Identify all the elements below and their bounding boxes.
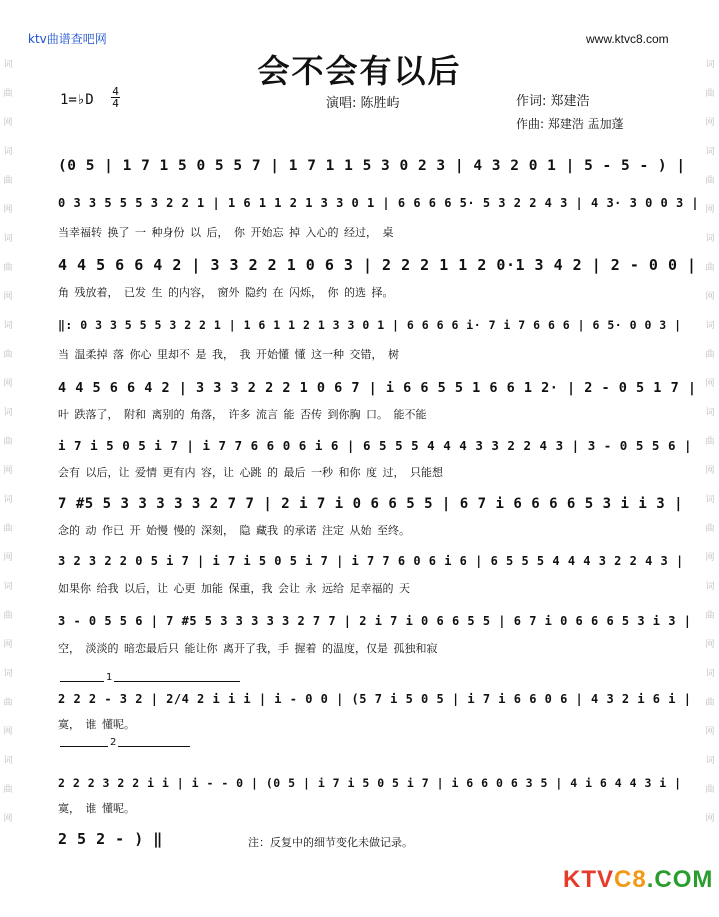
time-signature-bottom: 4: [112, 97, 119, 110]
side-mark: 曲: [705, 350, 715, 360]
ending-bracket-2: [60, 746, 190, 747]
side-watermark-right: [704, 60, 716, 843]
side-mark: 网: [3, 118, 13, 128]
side-mark: 网: [705, 553, 715, 563]
side-mark: 词: [3, 408, 13, 418]
watermark-logo: [563, 866, 713, 894]
notation-line: 2 5 2 - ) ‖: [58, 830, 163, 848]
watermark-part-1: KTV: [563, 866, 614, 893]
side-mark: 曲: [3, 611, 13, 621]
lyric-line: 会有 以后，让 爱情 更有内 容，让 心跳 的 最后 一秒 和你 度 过， 只能想: [58, 466, 443, 479]
lyric-line: 寞， 谁 懂呢。: [58, 718, 135, 731]
side-mark: 曲: [3, 263, 13, 273]
ending-label-1: 1: [106, 672, 113, 683]
notation-line: 0 3 3 5 5 5 3 2 2 1 | 1 6 1 1 2 1 3 3 0 1 | 6 6 6 6 5· 5 3 2 2 4 3 | 4 3· 3 0 0 3 |: [58, 196, 700, 210]
side-mark: 词: [3, 234, 13, 244]
side-mark: 网: [3, 379, 13, 389]
side-mark: 网: [705, 379, 715, 389]
side-mark: 词: [3, 495, 13, 505]
side-mark: 网: [705, 292, 715, 302]
side-mark: 词: [705, 408, 715, 418]
side-mark: 词: [3, 321, 13, 331]
notation-line: ‖: 0 3 3 5 5 5 3 2 2 1 | 1 6 1 1 2 1 3 3 0 1 | 6 6 6 6 i· 7 i 7 6 6 6 | 6 5· 0 0 3 |: [58, 318, 682, 332]
side-mark: 曲: [705, 611, 715, 621]
notation-line: 3 - 0 5 5 6 | 7 #5 5 3 3 3 3 3 2 7 7 | 2 i 7 i 0 6 6 5 5 | 6 7 i 0 6 6 6 5 3 i 3 |: [58, 614, 692, 628]
side-mark: 网: [705, 205, 715, 215]
side-mark: 词: [3, 756, 13, 766]
site-url: www.ktvc8.com: [586, 32, 669, 46]
side-mark: 网: [3, 292, 13, 302]
side-mark: 网: [705, 814, 715, 824]
side-mark: 曲: [3, 350, 13, 360]
lyric-line: 角 残放着， 已发 生 的内容， 窗外 隐约 在 闪烁， 你 的选 择。: [58, 286, 394, 299]
side-mark: 词: [705, 669, 715, 679]
watermark-part-3: .COM: [646, 866, 714, 893]
side-mark: 网: [705, 466, 715, 476]
lyric-line: 当幸福转 换了 一 种身份 以 后， 你 开始忘 掉 入心的 经过， 桌: [58, 226, 394, 239]
side-mark: 曲: [705, 176, 715, 186]
time-signature-top: 4: [112, 85, 119, 98]
notation-line: 2 2 2 - 3 2 | 2/4 2 i i i | i - 0 0 | (5 7 i 5 0 5 | i 7 i 6 6 0 6 | 4 3 2 i 6 i |: [58, 692, 692, 706]
side-mark: 词: [3, 60, 13, 70]
side-mark: 网: [3, 727, 13, 737]
side-mark: 网: [3, 553, 13, 563]
side-mark: 曲: [3, 698, 13, 708]
lyric-line: 如果你 给我 以后，让 心更 加能 保重，我 会让 永 远给 足幸福的 天: [58, 582, 410, 595]
side-mark: 曲: [705, 89, 715, 99]
notation-line: 4 4 5 6 6 4 2 | 3 3 2 2 1 0 6 3 | 2 2 2 1 1 2 0·1 3 4 2 | 2 - 0 0 |: [58, 256, 697, 274]
side-mark: 曲: [3, 176, 13, 186]
side-mark: 词: [3, 147, 13, 157]
side-mark: 曲: [3, 89, 13, 99]
side-mark: 词: [705, 60, 715, 70]
lyric-line: 叶 跌落了， 附和 离别的 角落， 许多 流言 能 否传 到你胸 口。 能不能: [58, 408, 427, 421]
side-mark: 词: [3, 669, 13, 679]
side-mark: 曲: [3, 524, 13, 534]
singer-credit: 演唱: 陈胜屿: [326, 96, 400, 111]
ending-label-2: 2: [110, 737, 117, 748]
lyric-line: 空， 淡淡的 暗恋最后只 能让你 离开了我，手 握着 的温度，仅是 孤独和寂: [58, 642, 438, 655]
side-mark: 词: [705, 582, 715, 592]
side-mark: 词: [705, 756, 715, 766]
lyric-line: 当 温柔掉 落 你心 里却不 是 我， 我 开始懂 懂 这一种 交错， 树: [58, 348, 399, 361]
side-watermark-left: [2, 60, 14, 843]
side-mark: 词: [705, 495, 715, 505]
side-mark: 曲: [705, 524, 715, 534]
notation-line: i 7 i 5 0 5 i 7 | i 7 7 6 6 0 6 i 6 | 6 5 5 5 4 4 4 3 3 2 2 4 3 | 3 - 0 5 5 6 |: [58, 438, 693, 453]
side-mark: 网: [3, 640, 13, 650]
notation-line: 2 2 2 3 2 2 i i | i - - 0 | (0 5 | i 7 i 5 0 5 i 7 | i 6 6 0 6 3 5 | 4 i 6 4 4 3 i |: [58, 776, 682, 790]
footnote: 注：反复中的细节变化未做记录。: [248, 836, 413, 849]
side-mark: 网: [3, 205, 13, 215]
side-mark: 网: [3, 466, 13, 476]
key-signature: 1=♭D: [60, 92, 94, 108]
time-signature: [111, 86, 120, 109]
side-mark: 词: [705, 147, 715, 157]
lyricist-credit: 作词: 郑建浩: [516, 94, 590, 109]
side-mark: 曲: [705, 263, 715, 273]
song-title: 会不会有以后: [257, 52, 462, 90]
side-mark: 词: [705, 234, 715, 244]
notation-line: (0 5 | 1 7 1 5 0 5 5 7 | 1 7 1 1 5 3 0 2 3 | 4 3 2 0 1 | 5 - 5 - ) |: [58, 158, 686, 174]
side-mark: 词: [705, 321, 715, 331]
lyric-line: 寞， 谁 懂呢。: [58, 802, 135, 815]
composer-credit: 作曲: 郑建浩 盂加蓬: [516, 117, 624, 131]
lyric-line: 念的 动 作已 开 始慢 慢的 深刻， 隐 藏我 的承诺 注定 从始 至终。: [58, 524, 410, 537]
notation-line: 4 4 5 6 6 4 2 | 3 3 3 2 2 2 1 0 6 7 | i 6 6 5 5 1 6 6 1 2· | 2 - 0 5 1 7 |: [58, 380, 697, 396]
notation-line: 3 2 3 2 2 0 5 i 7 | i 7 i 5 0 5 i 7 | i 7 7 6 0 6 i 6 | 6 5 5 5 4 4 4 3 2 2 4 3 |: [58, 554, 684, 568]
notation-line: 7 #5 5 3 3 3 3 3 2 7 7 | 2 i 7 i 0 6 6 5 5 | 6 7 i 6 6 6 6 5 3 i i 3 |: [58, 496, 684, 512]
side-mark: 曲: [3, 785, 13, 795]
side-mark: 网: [705, 118, 715, 128]
side-mark: 曲: [705, 437, 715, 447]
side-mark: 曲: [705, 698, 715, 708]
ending-bracket-1: [60, 681, 240, 682]
watermark-part-2: C8: [614, 866, 647, 893]
side-mark: 曲: [705, 785, 715, 795]
side-mark: 网: [705, 640, 715, 650]
side-mark: 曲: [3, 437, 13, 447]
site-logo-text: ktv曲谱查吧网: [28, 32, 107, 46]
side-mark: 网: [3, 814, 13, 824]
side-mark: 词: [3, 582, 13, 592]
side-mark: 网: [705, 727, 715, 737]
